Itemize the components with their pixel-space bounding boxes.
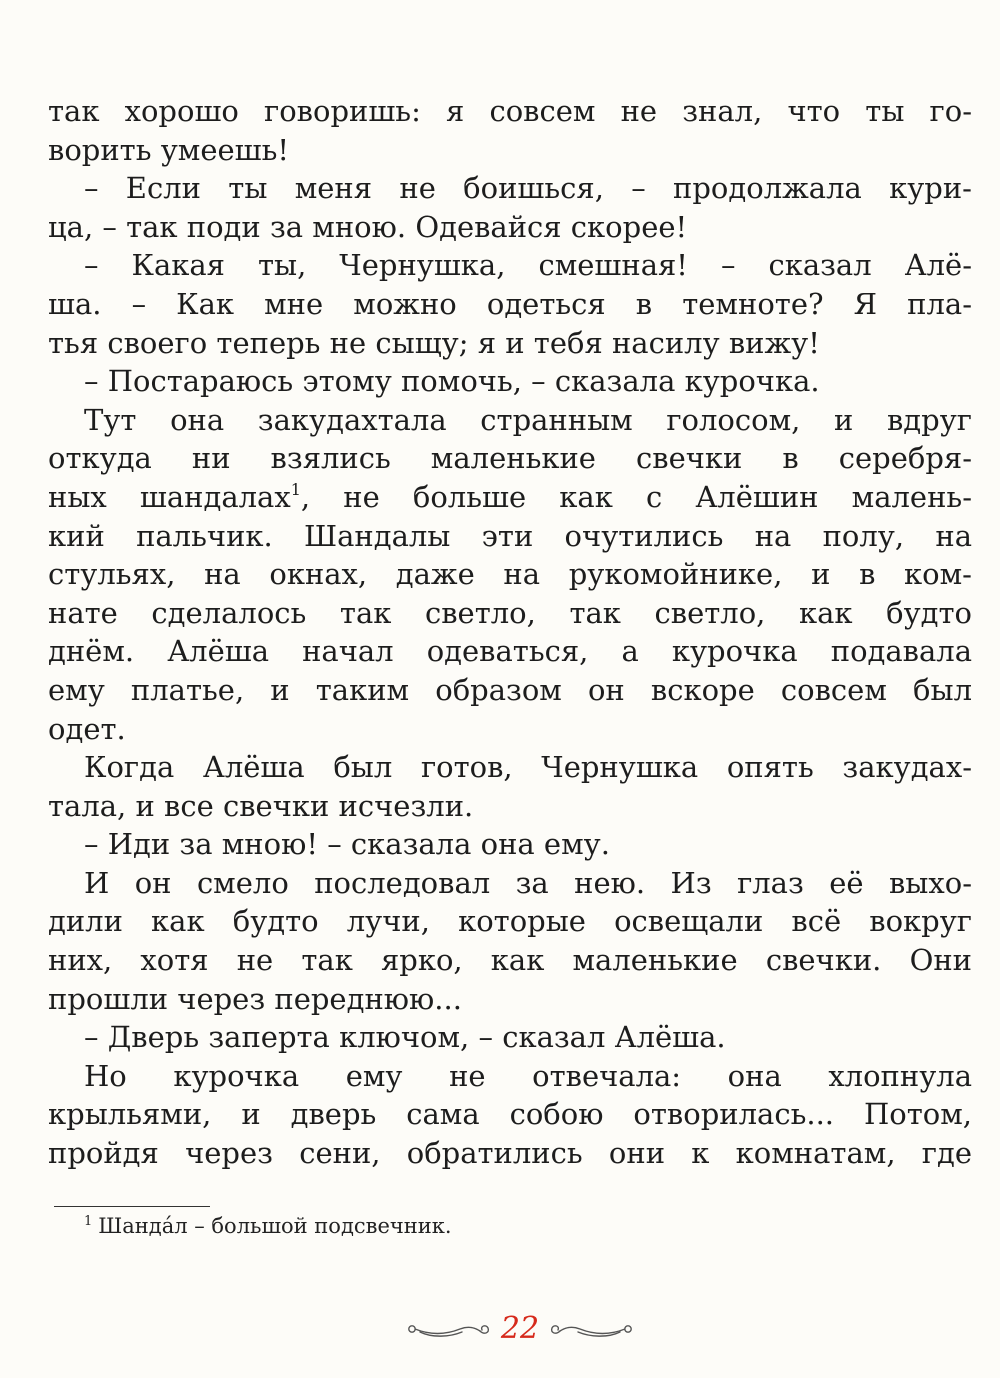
text-line [48, 632, 972, 671]
body-text [48, 92, 972, 1173]
text-line [48, 748, 972, 787]
text-line-content: ных шандалах [48, 479, 291, 514]
page-number: 22 [500, 1311, 540, 1346]
text-line-content: крыльями, и дверь сама собою отворилась... Потом, [48, 1097, 972, 1132]
text-line-content: – Постараюсь этому помочь, – сказала курочка. [84, 364, 820, 399]
text-line-content: дили как будто лучи, которые освещали всё вокруг [48, 904, 972, 939]
text-line [48, 362, 972, 401]
text-line [48, 246, 972, 285]
footnote-text: Шанда́л – большой подсвечник. [98, 1214, 452, 1238]
text-line-content: ша. – Как мне можно одеться в темноте? Я пла- [48, 286, 972, 321]
text-line-content: И он смело последовал за нею. Из глаз её выхо- [84, 865, 972, 900]
text-line [48, 555, 972, 594]
text-line-content: кий пальчик. Шандалы эти очутились на полу, на [48, 518, 972, 553]
footnote [84, 1211, 452, 1241]
text-line [48, 864, 972, 903]
text-line [48, 92, 972, 131]
text-line-content: так хорошо говоришь: я совсем не знал, что ты го- [48, 94, 972, 128]
text-line-content: стульях, на окнах, даже на рукомойнике, и в ком- [48, 557, 972, 592]
text-line [48, 1057, 972, 1096]
text-line-content: – Иди за мною! – сказала она ему. [84, 827, 610, 862]
text-line [48, 787, 972, 826]
text-line [48, 208, 972, 247]
text-line-content: днём. Алёша начал одеваться, а курочка подавала [48, 634, 972, 669]
text-line [48, 1095, 972, 1134]
text-line-content: откуда ни взялись маленькие свечки в серебря- [48, 441, 972, 476]
text-line [48, 671, 972, 710]
text-line [48, 401, 972, 440]
text-line [48, 169, 972, 208]
text-line-content: Тут она закудахтала странным голосом, и вдруг [84, 402, 972, 437]
text-line-content: тала, и все свечки исчезли. [48, 788, 474, 823]
text-line [48, 1018, 972, 1057]
text-line-content: – Если ты меня не боишься, – продолжала кури- [84, 171, 972, 206]
text-line-content: ворить умеешь! [48, 132, 290, 167]
text-line [48, 941, 972, 980]
text-line-content: них, хотя не так ярко, как маленькие свечки. Они [48, 943, 972, 978]
text-line-content: одет. [48, 711, 126, 746]
text-line [48, 131, 972, 170]
text-line [48, 1134, 972, 1173]
text-line [48, 324, 972, 363]
text-line [48, 825, 972, 864]
text-line-content: тья своего теперь не сыщу; я и тебя насилу вижу! [48, 325, 820, 360]
text-line-content: Когда Алёша был готов, Чернушка опять закудах- [84, 750, 972, 785]
text-line-content: – Дверь заперта ключом, – сказал Алёша. [84, 1020, 726, 1055]
footnote-rule [54, 1206, 210, 1207]
text-line [48, 439, 972, 478]
footnote-marker: 1 [84, 1214, 93, 1229]
text-line [48, 285, 972, 324]
text-line-content: пройдя через сени, обратились они к комнатам, где [48, 1136, 972, 1171]
text-line-content: ца, – так поди за мною. Одевайся скорее! [48, 209, 688, 244]
text-line-continuation: , не больше как с Алёшин малень- [300, 479, 972, 514]
text-line [48, 980, 972, 1019]
text-line-content: прошли через переднюю... [48, 981, 462, 1016]
text-line-content: Но курочка ему не отвечала: она хлопнула [84, 1058, 972, 1093]
footnote-reference: 1 [290, 479, 301, 499]
text-line [48, 902, 972, 941]
text-line [48, 517, 972, 556]
text-line [48, 478, 972, 517]
text-line [48, 594, 972, 633]
page-folio [400, 1305, 640, 1355]
text-line-content: нате сделалось так светло, так светло, как будто [48, 595, 972, 630]
text-line [48, 710, 972, 749]
text-line-content: ему платье, и таким образом он вскоре совсем был [48, 672, 972, 707]
text-line-content: – Какая ты, Чернушка, смешная! – сказал Алё- [84, 248, 972, 283]
